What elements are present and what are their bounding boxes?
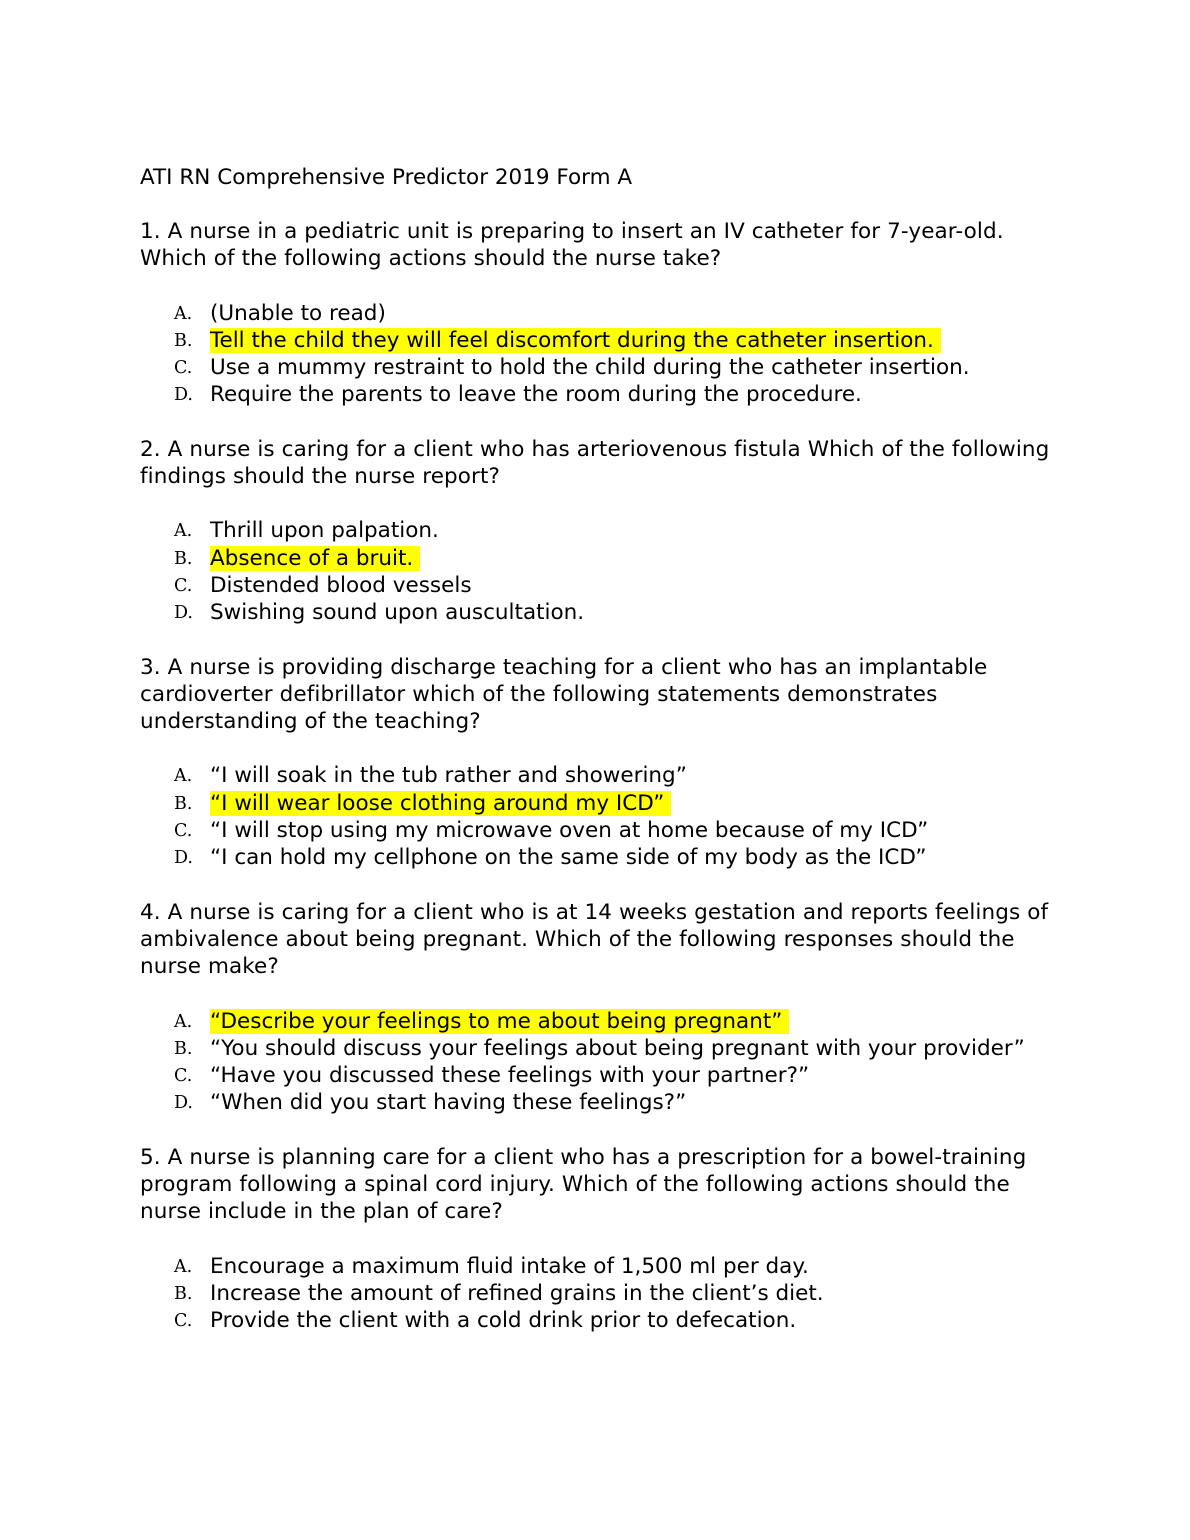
option-letter: A. [174, 1256, 193, 1277]
option-letter: C. [174, 1066, 193, 1087]
answer-option [140, 1062, 1060, 1089]
answer-option [140, 1089, 1060, 1116]
option-letter: A. [174, 303, 193, 324]
option-letter: B. [174, 1038, 193, 1059]
option-text: Use a mummy restraint to hold the child during the catheter insertion. [210, 355, 970, 381]
option-text: (Unable to read) [210, 300, 386, 326]
option-letter: D. [174, 603, 193, 624]
highlighted-answer-text: Absence of a bruit. [210, 545, 421, 571]
answer-option [140, 844, 1060, 871]
answer-option [140, 1280, 1060, 1307]
option-text: “When did you start having these feelings?” [210, 1090, 687, 1116]
answer-option [140, 327, 1060, 354]
option-letter: D. [174, 1093, 193, 1114]
option-letter: B. [174, 330, 193, 351]
option-letter: C. [174, 821, 193, 842]
answer-option [140, 762, 1060, 789]
option-letter: D. [174, 848, 193, 869]
option-text: “Have you discussed these feelings with your partner?” [210, 1063, 810, 1089]
answer-option [140, 1008, 1060, 1035]
answer-option [140, 300, 1060, 327]
question-text: 1. A nurse in a pediatric unit is preparing to insert an IV catheter for 7-year-old. Which of the following actions should the nurse take? [140, 219, 1004, 272]
option-text: Require the parents to leave the room during the procedure. [210, 382, 862, 408]
option-text: Distended blood vessels [210, 572, 472, 598]
option-text: “I will stop using my microwave oven at home because of my ICD” [210, 818, 929, 844]
answer-option [140, 572, 1060, 599]
question-5 [140, 1144, 1060, 1335]
option-letter: A. [174, 1011, 193, 1032]
answer-option [140, 1035, 1060, 1062]
document-page [140, 164, 1060, 1362]
option-text: Encourage a maximum fluid intake of 1,500 ml per day. [210, 1253, 809, 1279]
highlighted-answer-text: “I will wear loose clothing around my ICD” [210, 790, 672, 816]
option-letter: A. [174, 766, 193, 787]
answer-option [140, 517, 1060, 544]
question-text: 3. A nurse is providing discharge teaching for a client who has an implantable cardioverter defibrillator which of the following statements demonstrates understanding of the teaching? [140, 654, 988, 735]
answer-options [140, 1253, 1060, 1335]
question-2 [140, 436, 1060, 627]
option-text: Thrill upon palpation. [210, 518, 439, 544]
answer-option [140, 790, 1060, 817]
question-text: 2. A nurse is caring for a client who has arteriovenous fistula Which of the following findings should the nurse report? [140, 436, 1050, 490]
option-letter: C. [174, 575, 193, 596]
highlighted-answer-text: “Describe your feelings to me about being pregnant” [210, 1008, 790, 1034]
question-text: 4. A nurse is caring for a client who is at 14 weeks gestation and reports feelings of ambivalence about being pregnant. Which of the following responses should the nurse make? [140, 899, 1049, 980]
answer-option [140, 1253, 1060, 1280]
answer-options [140, 1008, 1060, 1117]
highlighted-answer-text: Tell the child they will feel discomfort during the catheter insertion. [210, 327, 941, 353]
question-4 [140, 899, 1060, 1117]
option-text: “I will soak in the tub rather and showering” [210, 763, 687, 789]
answer-option [140, 1307, 1060, 1334]
question-list [140, 218, 1060, 1335]
question-3 [140, 654, 1060, 872]
option-letter: B. [174, 548, 193, 569]
option-letter: C. [174, 358, 193, 379]
option-text: Provide the client with a cold drink prior to defecation. [210, 1308, 797, 1334]
answer-options [140, 300, 1060, 409]
answer-option [140, 817, 1060, 844]
answer-options [140, 762, 1060, 871]
option-letter: C. [174, 1311, 193, 1332]
answer-option [140, 599, 1060, 626]
option-letter: B. [174, 793, 193, 814]
option-text: Swishing sound upon auscultation. [210, 600, 585, 626]
answer-option [140, 545, 1060, 572]
question-text: 5. A nurse is planning care for a client who has a prescription for a bowel-training program following a spinal cord injury. Which of the following actions should the nurse include in the plan of care? [140, 1144, 1027, 1225]
question-1 [140, 218, 1060, 409]
document-title: ATI RN Comprehensive Predictor 2019 Form A [140, 165, 633, 190]
answer-option [140, 381, 1060, 408]
option-text: “You should discuss your feelings about being pregnant with your provider” [210, 1035, 1025, 1061]
answer-options [140, 517, 1060, 626]
option-text: “I can hold my cellphone on the same side of my body as the ICD” [210, 845, 927, 871]
answer-option [140, 354, 1060, 381]
option-letter: B. [174, 1283, 193, 1304]
option-text: Increase the amount of refined grains in the client’s diet. [210, 1280, 824, 1306]
option-letter: A. [174, 521, 193, 542]
option-letter: D. [174, 385, 193, 406]
